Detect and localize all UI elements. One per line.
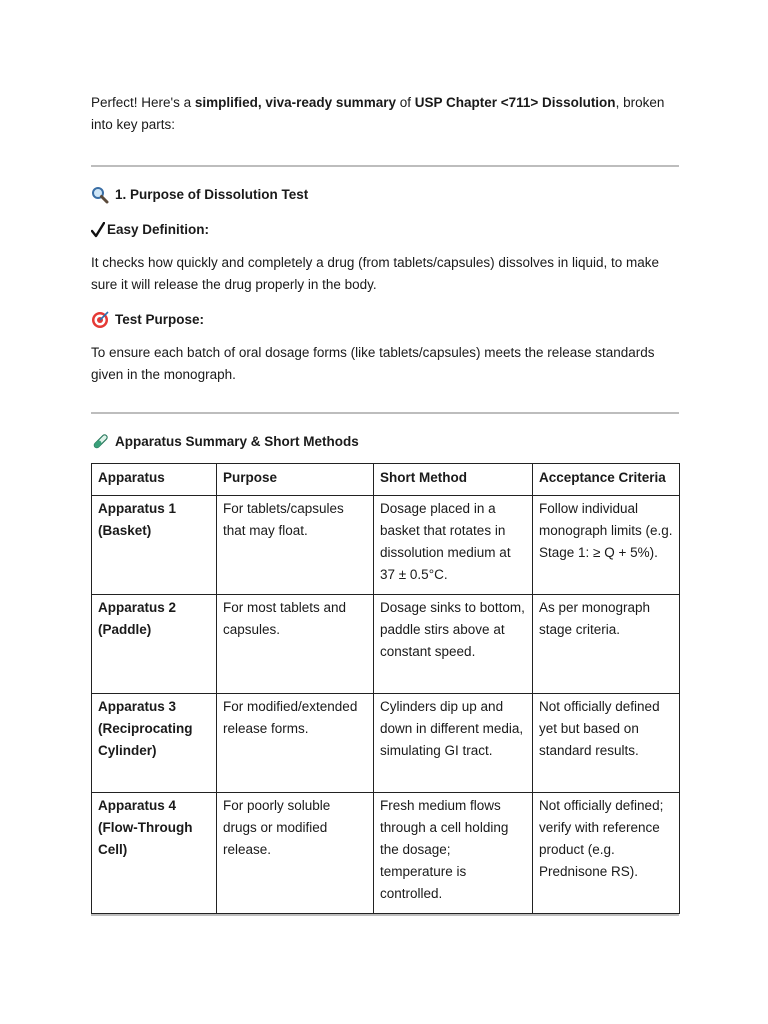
section2-heading <box>91 431 679 453</box>
table-cell-apparatus: Apparatus 2 (Paddle) <box>92 595 217 694</box>
table-cell-method: Cylinders dip up and down in different media, simulating GI tract. <box>374 694 533 793</box>
header-purpose: Purpose <box>217 464 374 496</box>
target-icon <box>91 311 111 329</box>
intro-prefix: Perfect! Here's a <box>91 95 195 110</box>
table-cell-criteria: Follow individual monograph limits (e.g. Stage 1: ≥ Q + 5%). <box>533 496 680 595</box>
test-purpose-title: Test Purpose: <box>115 312 205 327</box>
section1-heading <box>91 184 679 206</box>
section1-title: 1. Purpose of Dissolution Test <box>115 187 309 202</box>
magnifying-glass-icon <box>91 186 111 204</box>
test-purpose-heading <box>91 309 679 331</box>
table-row <box>92 595 680 694</box>
test-tube-icon <box>91 433 111 451</box>
table-cell-criteria: As per monograph stage criteria. <box>533 595 680 694</box>
table-cell-criteria: Not officially defined yet but based on standard results. <box>533 694 680 793</box>
header-apparatus: Apparatus <box>92 464 217 496</box>
header-short-method: Short Method <box>374 464 533 496</box>
intro-paragraph <box>91 92 679 136</box>
table-cell-purpose: For modified/extended release forms. <box>217 694 374 793</box>
table-cell-purpose: For most tablets and capsules. <box>217 595 374 694</box>
easy-definition-heading <box>91 219 679 241</box>
intro-bold-summary: simplified, viva-ready summary <box>194 95 396 110</box>
table-cell-apparatus: Apparatus 4 (Flow-Through Cell) <box>92 793 217 914</box>
section2-title: Apparatus Summary & Short Methods <box>115 434 359 449</box>
header-acceptance-criteria: Acceptance Criteria <box>533 464 680 496</box>
table-header-row <box>92 464 680 496</box>
intro-bold-chapter: USP Chapter <711> Dissolution <box>414 95 616 110</box>
table-cell-apparatus: Apparatus 3 (Reciprocating Cylinder) <box>92 694 217 793</box>
table-cell-method: Dosage placed in a basket that rotates in dissolution medium at 37 ± 0.5°C. <box>374 496 533 595</box>
divider-1 <box>91 165 679 167</box>
table-row <box>92 496 680 595</box>
table-cell-purpose: For poorly soluble drugs or modified release. <box>217 793 374 914</box>
table-cell-purpose: For tablets/capsules that may float. <box>217 496 374 595</box>
table-cell-method: Dosage sinks to bottom, paddle stirs above at constant speed. <box>374 595 533 694</box>
table-cell-method: Fresh medium flows through a cell holding the dosage; temperature is controlled. <box>374 793 533 914</box>
intro-suffix: , broken into key parts: <box>91 95 665 132</box>
apparatus-table <box>91 463 680 914</box>
easy-definition-title: Easy Definition: <box>107 222 210 237</box>
intro-mid: of <box>395 95 415 110</box>
test-purpose-text: To ensure each batch of oral dosage forms (like tablets/capsules) meets the release standards given in the monograph. <box>91 345 655 382</box>
table-row <box>92 694 680 793</box>
document-content <box>91 92 679 916</box>
table-row <box>92 793 680 914</box>
divider-3 <box>91 914 679 916</box>
easy-definition-text: It checks how quickly and completely a drug (from tablets/capsules) dissolves in liquid, to make sure it will release the drug properly in the body. <box>91 255 660 292</box>
table-cell-apparatus: Apparatus 1 (Basket) <box>92 496 217 595</box>
divider-2 <box>91 412 679 414</box>
table-cell-criteria: Not officially defined; verify with reference product (e.g. Prednisone RS). <box>533 793 680 914</box>
check-mark-icon <box>91 222 105 238</box>
